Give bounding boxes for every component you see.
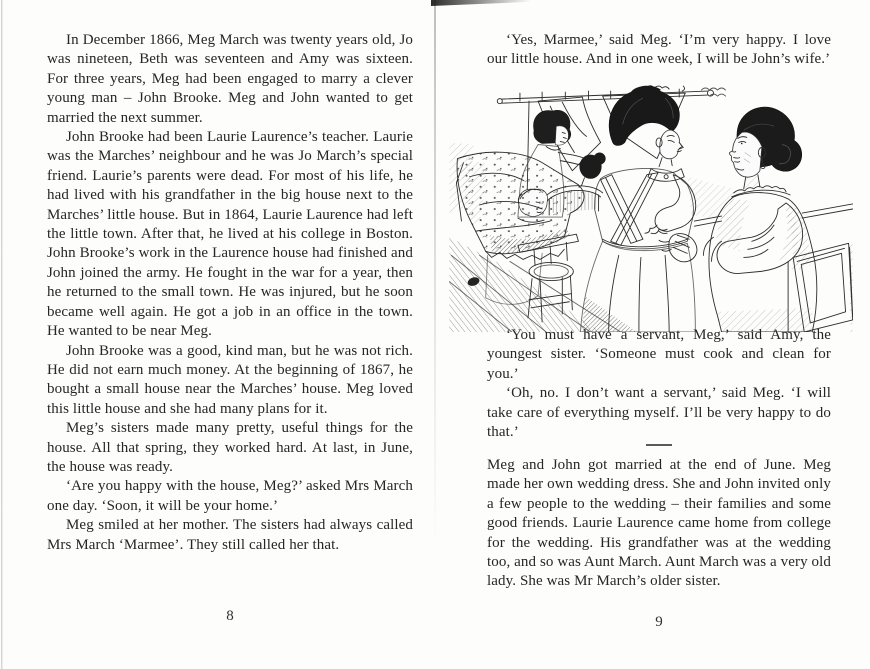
section-divider-wrap (487, 444, 831, 446)
section-divider (646, 444, 672, 446)
paragraph: Meg smiled at her mother. The sisters had always called Mrs March ‘Marmee’. They still called her that. (47, 517, 413, 553)
right-page-text-top (487, 31, 831, 70)
meg-figure (580, 86, 695, 332)
paragraph: Meg’s sisters made many pretty, useful things for the house. All that spring, they worked hard. At last, in June, the house was ready. (47, 420, 413, 475)
paragraph: ‘Yes, Marmee,’ said Meg. ‘I’m very happy. I love our little house. And in one week, I will be John’s wife.’ (487, 32, 831, 68)
page-number-right: 9 (655, 614, 663, 630)
paragraph: ‘Oh, no. I don’t want a servant,’ said Meg. ‘I will take care of everything myself. I’ll be very happy to do that.’ (487, 385, 831, 441)
book-spine (434, 0, 436, 669)
paragraph: ‘You must have a servant, Meg,’ said Amy, the youngest sister. ‘Someone must cook and clean for you.’ (487, 327, 831, 382)
left-page-text (47, 31, 413, 555)
paragraph: Meg and John got married at the end of June. Meg made her own wedding dress. She and John invited only a few people to the wedding – their families and some good friends. Laurie Laurence came home from college for the wedding. His grandfather was at the wedding too, and so was Aunt March. Aunt March was a very old lady. She was Mr March’s older sister. (487, 457, 831, 590)
paragraph: John Brooke was a good, kind man, but he was not rich. He did not earn much money. At the beginning of 1867, he bought a small house near the Marches’ house. Meg loved this little house and she had many plans for it. (47, 342, 413, 417)
paragraph: ‘Are you happy with the house, Meg?’ asked Mrs March one day. ‘Soon, it will be your home.’ (47, 478, 413, 514)
dark-haired-head (579, 153, 605, 186)
page-number-left: 8 (226, 608, 234, 624)
paragraph: John Brooke had been Laurie Laurence’s teacher. Laurie was the Marches’ neighbour and he was Jo March’s special friend. Laurie’s parents were dead. For most of his life, he had lived with his grandfather in the big house next to the Marches’ little house. But in 1864, Laurie Laurence had left the little town. After that, he lived at his college in Boston. John Brooke’s work in the Laurence house had finished and John joined the army. He fought in the war for a year, then he returned to the small town. He was injured, but he soon became well again. He got a job in an office in the town. He wanted to be near Meg. (47, 129, 413, 340)
story-illustration (449, 84, 853, 332)
right-page-text-bottom (487, 456, 831, 592)
right-page-text-middle (487, 326, 831, 442)
paragraph: In December 1866, Meg March was twenty years old, Jo was nineteen, Beth was seventeen and Amy was sixteen. For three years, Meg had been engaged to marry a clever young man – John Brooke. Meg and John wanted to get married the next summer. (47, 32, 413, 126)
page-edge-left (1, 0, 3, 669)
right-page (435, 0, 870, 669)
